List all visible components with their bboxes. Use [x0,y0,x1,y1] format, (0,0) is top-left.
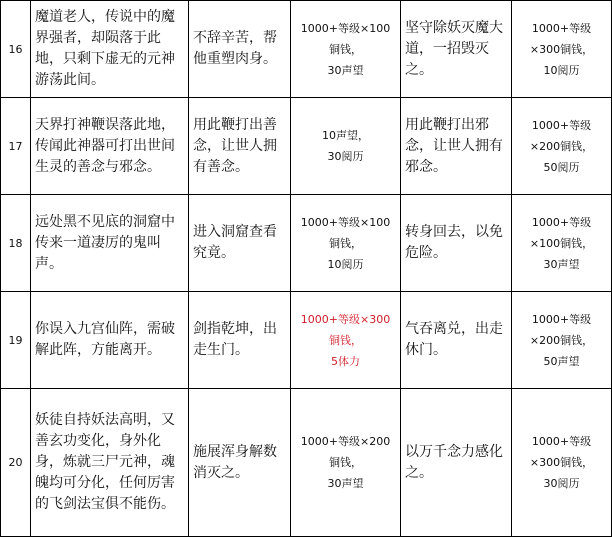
reward-line: ×300铜钱， [529,456,594,469]
reward-line: 30声望 [543,257,580,271]
choice-a: 剑指乾坤，出走生门。 [189,292,291,389]
choice-a: 施展浑身解数消灭之。 [189,389,291,537]
reward-line: 10声望， [322,129,369,142]
event-description: 远处黑不见底的洞窟中传来一道凄厉的鬼叫声。 [31,195,189,292]
table-row [1,98,612,195]
event-description: 魔道老人，传说中的魔界强者，却陨落于此地，只剩下虚无的元神游荡此间。 [31,1,189,98]
reward-line: 1000+等级 [531,215,592,229]
event-description: 妖徒自持妖法高明，又善玄功变化，身外化身，炼就三尸元神，魂魄均可分化，任何厉害的飞剑法宝俱不能伤。 [31,389,189,537]
reward-b [512,292,612,389]
reward-line: 铜钱， [329,236,362,250]
reward-line: 1000+等级 [531,435,592,448]
choice-b: 用此鞭打出邪念，让世人拥有邪念。 [401,98,512,195]
reward-b [512,195,612,292]
choice-b: 坚守除妖灭魔大道，一招毁灭之。 [401,1,512,98]
reward-line: 5体力 [331,354,360,368]
choice-a: 进入洞窟查看究竟。 [189,195,291,292]
table-row [1,292,612,389]
reward-line: 1000+等级×100 [300,215,391,229]
row-number: 17 [1,98,31,195]
choice-b: 转身回去，以免危险。 [401,195,512,292]
row-number: 18 [1,195,31,292]
reward-line: 1000+等级×200 [300,435,391,448]
reward-line: 30阅历 [327,150,364,163]
choice-b: 气吞离兑，出走休门。 [401,292,512,389]
reward-line: 30阅历 [543,477,580,490]
event-description: 你误入九宫仙阵，需破解此阵，方能离开。 [31,292,189,389]
row-number: 19 [1,292,31,389]
reward-line: 10阅历 [327,257,364,271]
table-row [1,195,612,292]
reward-b [512,98,612,195]
reward-b [512,389,612,537]
event-description: 天界打神鞭误落此地，传闻此神器可打出世间生灵的善念与邪念。 [31,98,189,195]
reward-line: ×200铜钱， [529,333,594,347]
choice-b: 以万千念力感化之。 [401,389,512,537]
reward-line: 30声望 [327,63,364,77]
reward-line: 30声望 [327,477,364,490]
reward-a [291,195,401,292]
reward-line: 1000+等级 [531,21,592,35]
reward-b [512,1,612,98]
reward-line: ×300铜钱， [529,42,594,56]
reward-a [291,1,401,98]
row-number: 20 [1,389,31,537]
reward-a [291,292,401,389]
reward-line: 铜钱， [329,333,362,347]
reward-a [291,98,401,195]
choice-a: 不辞辛苦，帮他重塑肉身。 [189,1,291,98]
reward-line: 10阅历 [543,63,580,77]
reward-line: ×100铜钱， [529,236,594,250]
reward-line: ×200铜钱， [529,139,594,153]
reward-line: 铜钱， [329,42,362,56]
reward-line: 50阅历 [543,160,580,174]
reward-line: 50声望 [543,354,580,368]
reward-line: 1000+等级×100 [300,21,391,35]
reward-a [291,389,401,537]
table-row [1,1,612,98]
choice-a: 用此鞭打出善念，让世人拥有善念。 [189,98,291,195]
reward-line: 1000+等级 [531,118,592,132]
table-row [1,389,612,537]
reward-line: 铜钱， [329,456,362,469]
reward-line: 1000+等级×300 [300,312,391,326]
row-number: 16 [1,1,31,98]
reward-line: 1000+等级 [531,312,592,326]
